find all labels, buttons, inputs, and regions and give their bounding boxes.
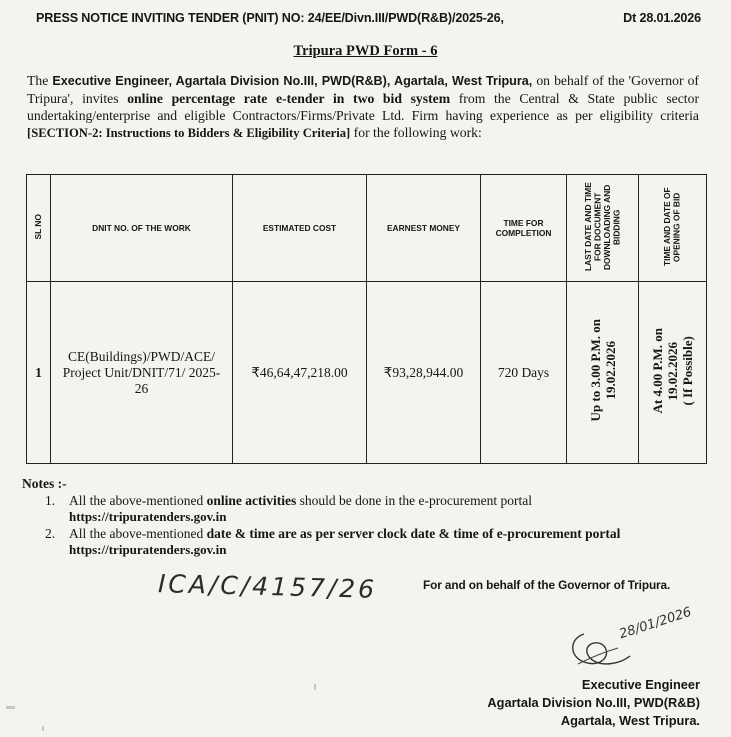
cell-estimated-cost: ₹46,64,47,218.00 [233,282,367,464]
notes-label: Notes :- [22,476,67,491]
tender-table [26,174,707,464]
cell-earnest-money: ₹93,28,944.00 [367,282,481,464]
header-time-for-completion: TIME FOR COMPLETION [481,175,567,282]
handwritten-reference: ICA/C/4157/26 [157,569,378,604]
notice-number: PRESS NOTICE INVITING TENDER (PNIT) NO: 24/EE/Divn.III/PWD(R&B)/2025-26, [36,11,504,25]
header-estimated-cost: ESTIMATED COST [233,175,367,282]
signoff-block [450,676,700,730]
header-last-date: LAST DATE AND TIME FOR DOCUMENT DOWNLOADING AND BIDDING [567,175,639,282]
on-behalf-line: For and on behalf of the Governor of Tripura. [423,578,671,592]
form-title: Tripura PWD Form - 6 [293,43,438,59]
section-reference: [SECTION-2: Instructions to Bidders & Eligibility Criteria] [27,126,351,140]
cell-time-for-completion: 720 Days [481,282,567,464]
notes-section [22,476,704,558]
table-header-row [27,175,707,282]
scan-speck [314,684,316,690]
intro-paragraph: The Executive Engineer, Agartala Division No.III, PWD(R&B), Agartala, West Tripura, on behalf of the 'Governor of Tripura', invites online percentage rate e-tender in two bid system from the Central & State public sector undertaking/enterprise and eligible Contractors/Firms/Private Ltd. Firm having experience as per eligibility criteria [SECTION-2: Instructions to Bidders & Eligibility Criteria] for the following work: [27,73,700,140]
signoff-division: Agartala Division No.III, PWD(R&B) [487,695,700,710]
notice-header [36,11,701,25]
signoff-location: Agartala, West Tripura. [560,713,700,728]
issuing-authority: Executive Engineer, Agartala Division No.III, PWD(R&B), Agartala, West Tripura, [52,74,533,88]
note-item-2: 2. All the above-mentioned date & time are as per server clock date & time of e-procurement portal https://tripuratenders.gov.in [45,526,621,557]
scan-speck [42,726,44,731]
header-opening-date: TIME AND DATE OF OPENING OF BID [639,175,707,282]
notice-date: Dt 28.01.2026 [623,11,701,25]
scan-speck [6,706,15,709]
signature-date: 28/01/2026 [617,604,694,643]
header-dnit: DNIT NO. OF THE WORK [51,175,233,282]
header-sl-no: SL NO [27,175,51,282]
header-earnest-money: EARNEST MONEY [367,175,481,282]
cell-opening-date: At 4.00 P.M. on 19.02.2026 ( If Possible) [639,282,707,464]
tender-type: online percentage rate e-tender in two bid system [127,91,451,106]
table-row [27,282,707,464]
note-item-1: 1. All the above-mentioned online activities should be done in the e-procurement portal https://tripuratenders.gov.in [45,493,533,524]
portal-link[interactable]: https://tripuratenders.gov.in [69,542,227,557]
portal-link[interactable]: https://tripuratenders.gov.in [69,509,227,524]
signoff-designation: Executive Engineer [581,677,700,692]
cell-last-date: Up to 3.00 P.M. on 19.02.2026 [567,282,639,464]
cell-dnit: CE(Buildings)/PWD/ACE/ Project Unit/DNIT/71/ 2025-26 [51,282,233,464]
cell-sl-no: 1 [27,282,51,464]
